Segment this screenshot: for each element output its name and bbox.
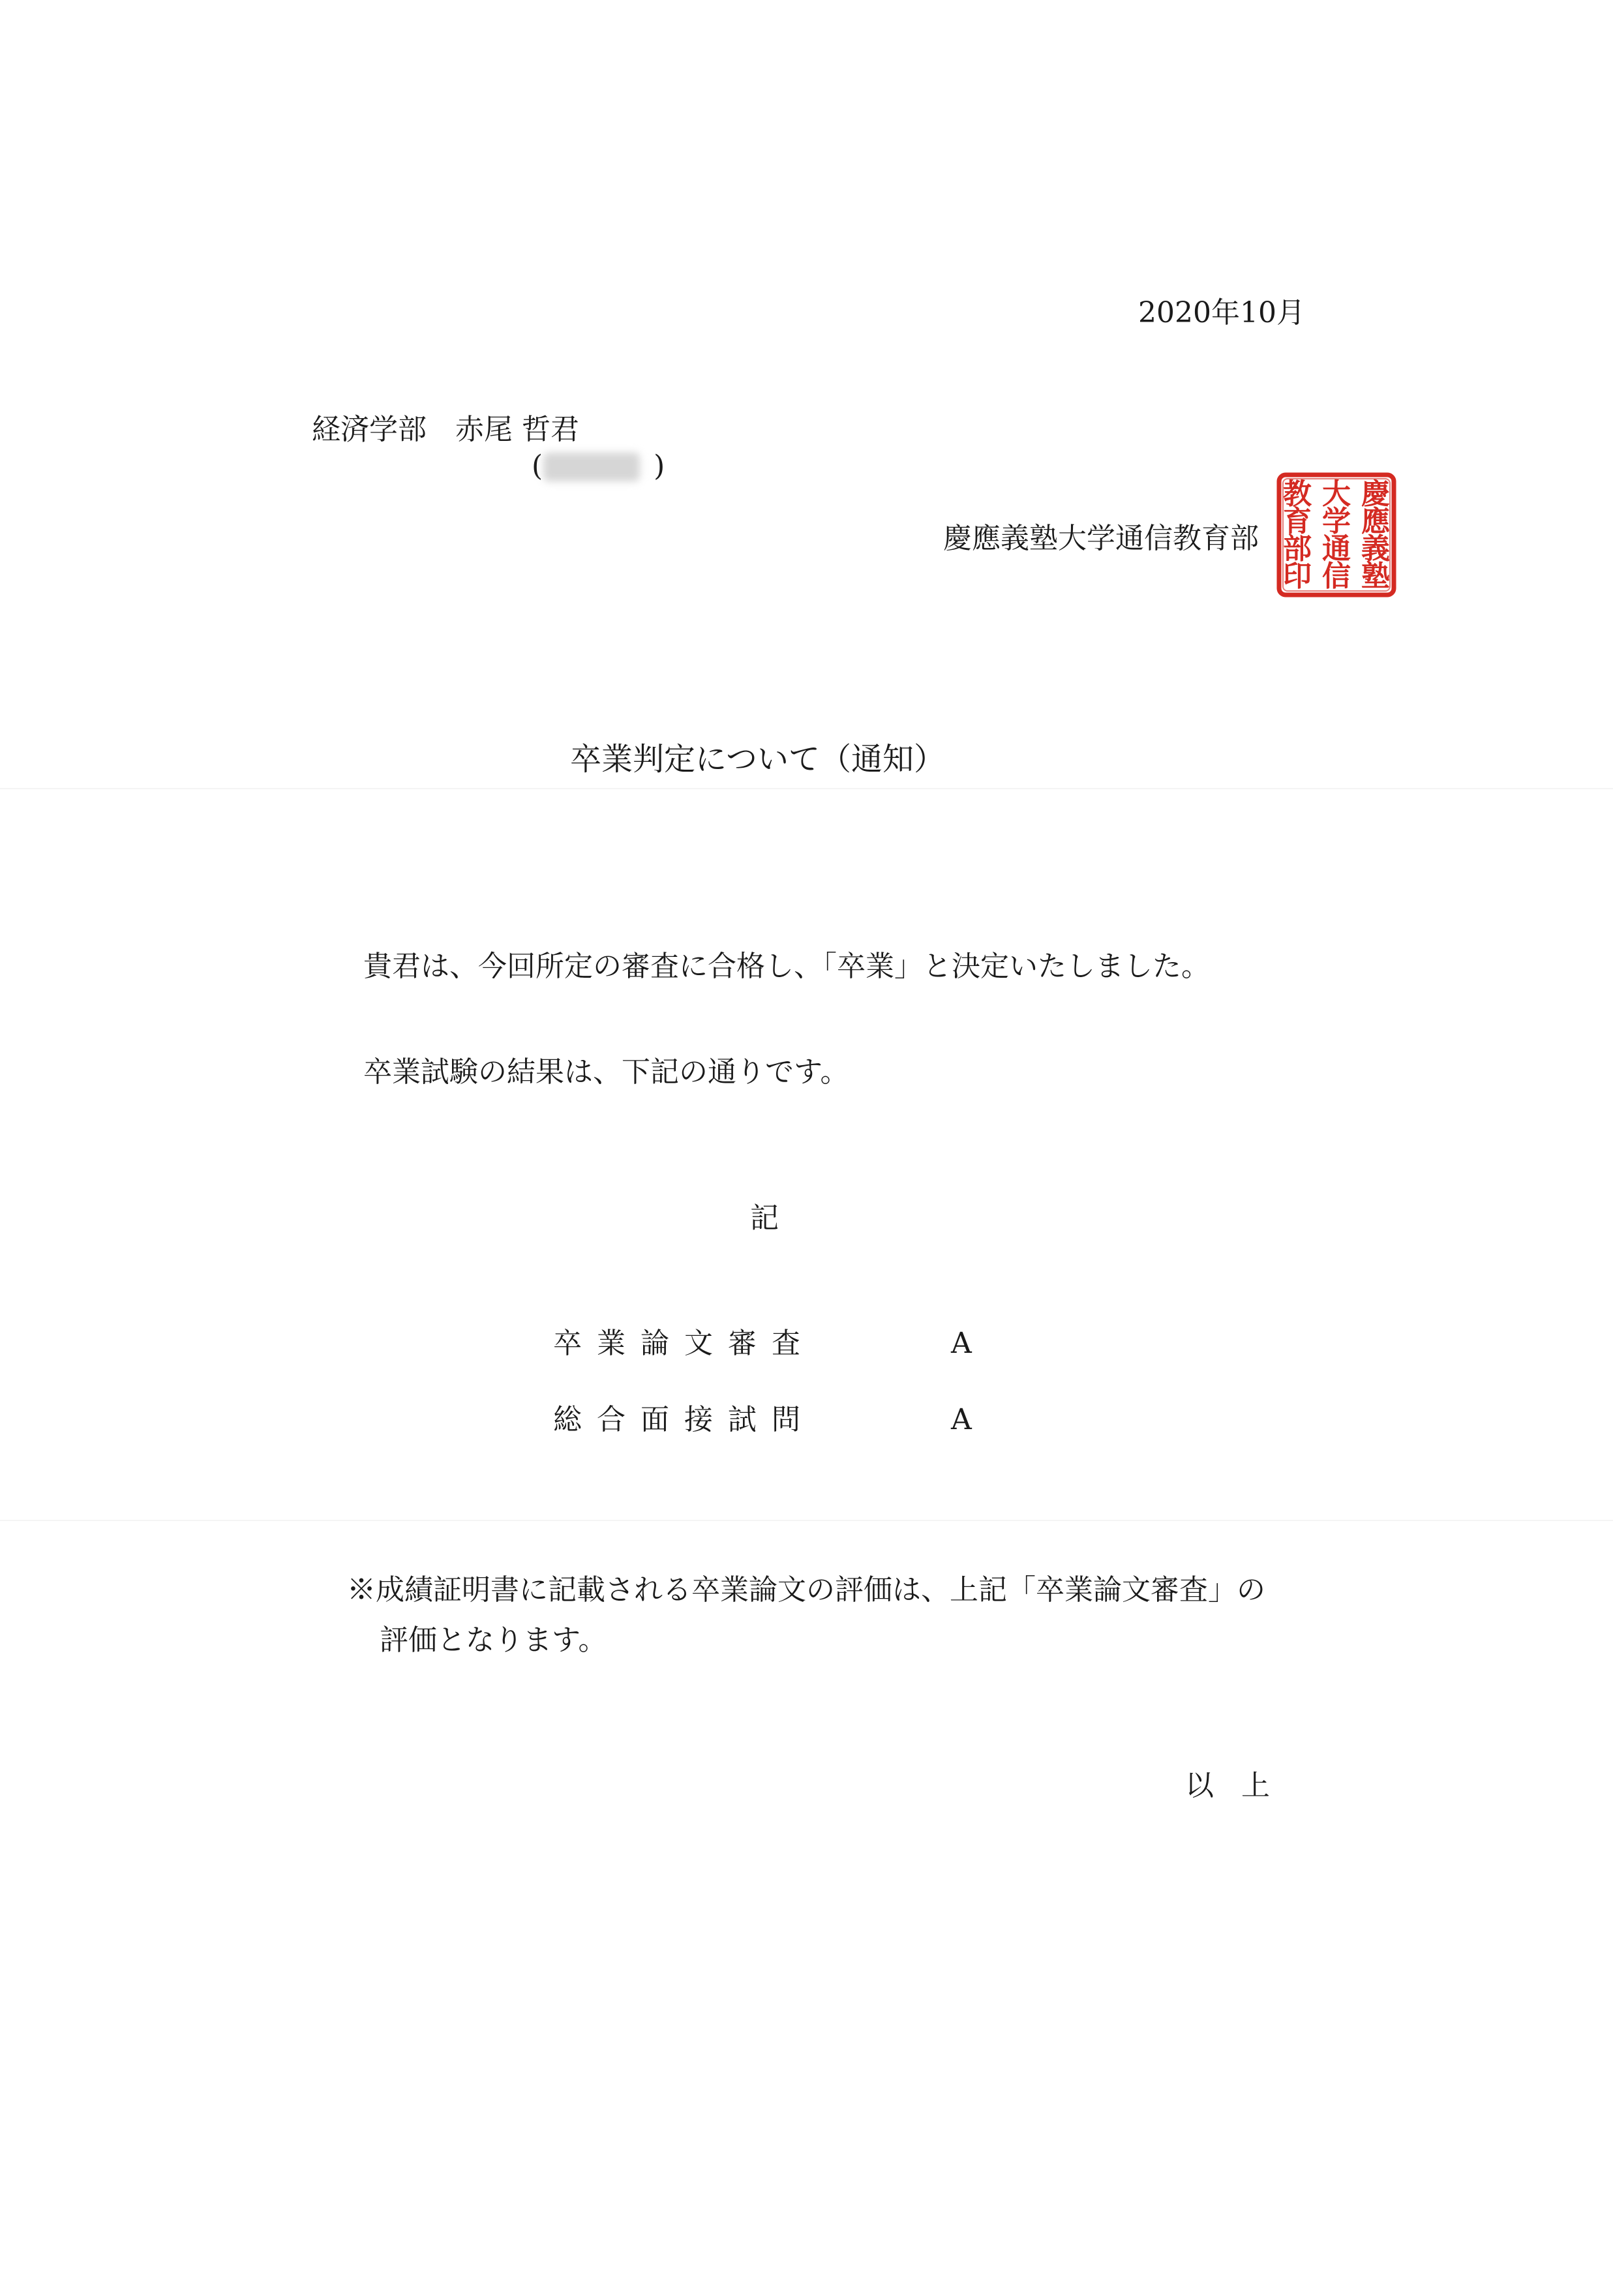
student-id: ( ) xyxy=(532,449,665,483)
result-grade-thesis: A xyxy=(951,1327,972,1360)
svg-text:育: 育 xyxy=(1283,505,1312,538)
recipient-name: 経済学部 赤尾 哲君 xyxy=(312,413,579,446)
document-title: 卒業判定について（通知） xyxy=(570,741,946,778)
official-seal-stamp xyxy=(1275,471,1398,599)
note-line-1: ※成績証明書に記載される卒業論文の評価は、上記「卒業論文審査」の xyxy=(347,1573,1265,1607)
result-label-thesis: 卒業論文審査 xyxy=(553,1327,815,1360)
svg-text:教: 教 xyxy=(1283,477,1312,511)
svg-text:部: 部 xyxy=(1283,532,1312,566)
svg-text:慶: 慶 xyxy=(1361,477,1390,511)
fold-line xyxy=(0,1520,1613,1521)
svg-text:大: 大 xyxy=(1322,477,1351,511)
issue-date: 2020年10月 xyxy=(1138,296,1305,329)
svg-text:通: 通 xyxy=(1322,532,1351,566)
svg-text:塾: 塾 xyxy=(1361,560,1390,593)
svg-text:應: 應 xyxy=(1361,505,1390,538)
body-paragraph-2: 卒業試験の結果は、下記の通りです。 xyxy=(363,1055,849,1089)
redacted-id xyxy=(543,453,640,481)
body-paragraph-1: 貴君は、今回所定の審査に合格し、「卒業」と決定いたしました。 xyxy=(363,950,1210,983)
closing-ijo: 以上 xyxy=(1185,1769,1297,1802)
ki-heading: 記 xyxy=(750,1201,779,1235)
fold-line xyxy=(0,788,1613,789)
sender-name: 慶應義塾大学通信教育部 xyxy=(943,522,1259,555)
svg-text:学: 学 xyxy=(1322,505,1351,538)
svg-text:義: 義 xyxy=(1361,532,1390,566)
svg-text:信: 信 xyxy=(1322,560,1351,593)
svg-text:印: 印 xyxy=(1283,560,1312,593)
note-line-2: 評価となります。 xyxy=(380,1624,607,1657)
result-label-interview: 総合面接試問 xyxy=(553,1403,815,1436)
result-grade-interview: A xyxy=(951,1403,972,1436)
